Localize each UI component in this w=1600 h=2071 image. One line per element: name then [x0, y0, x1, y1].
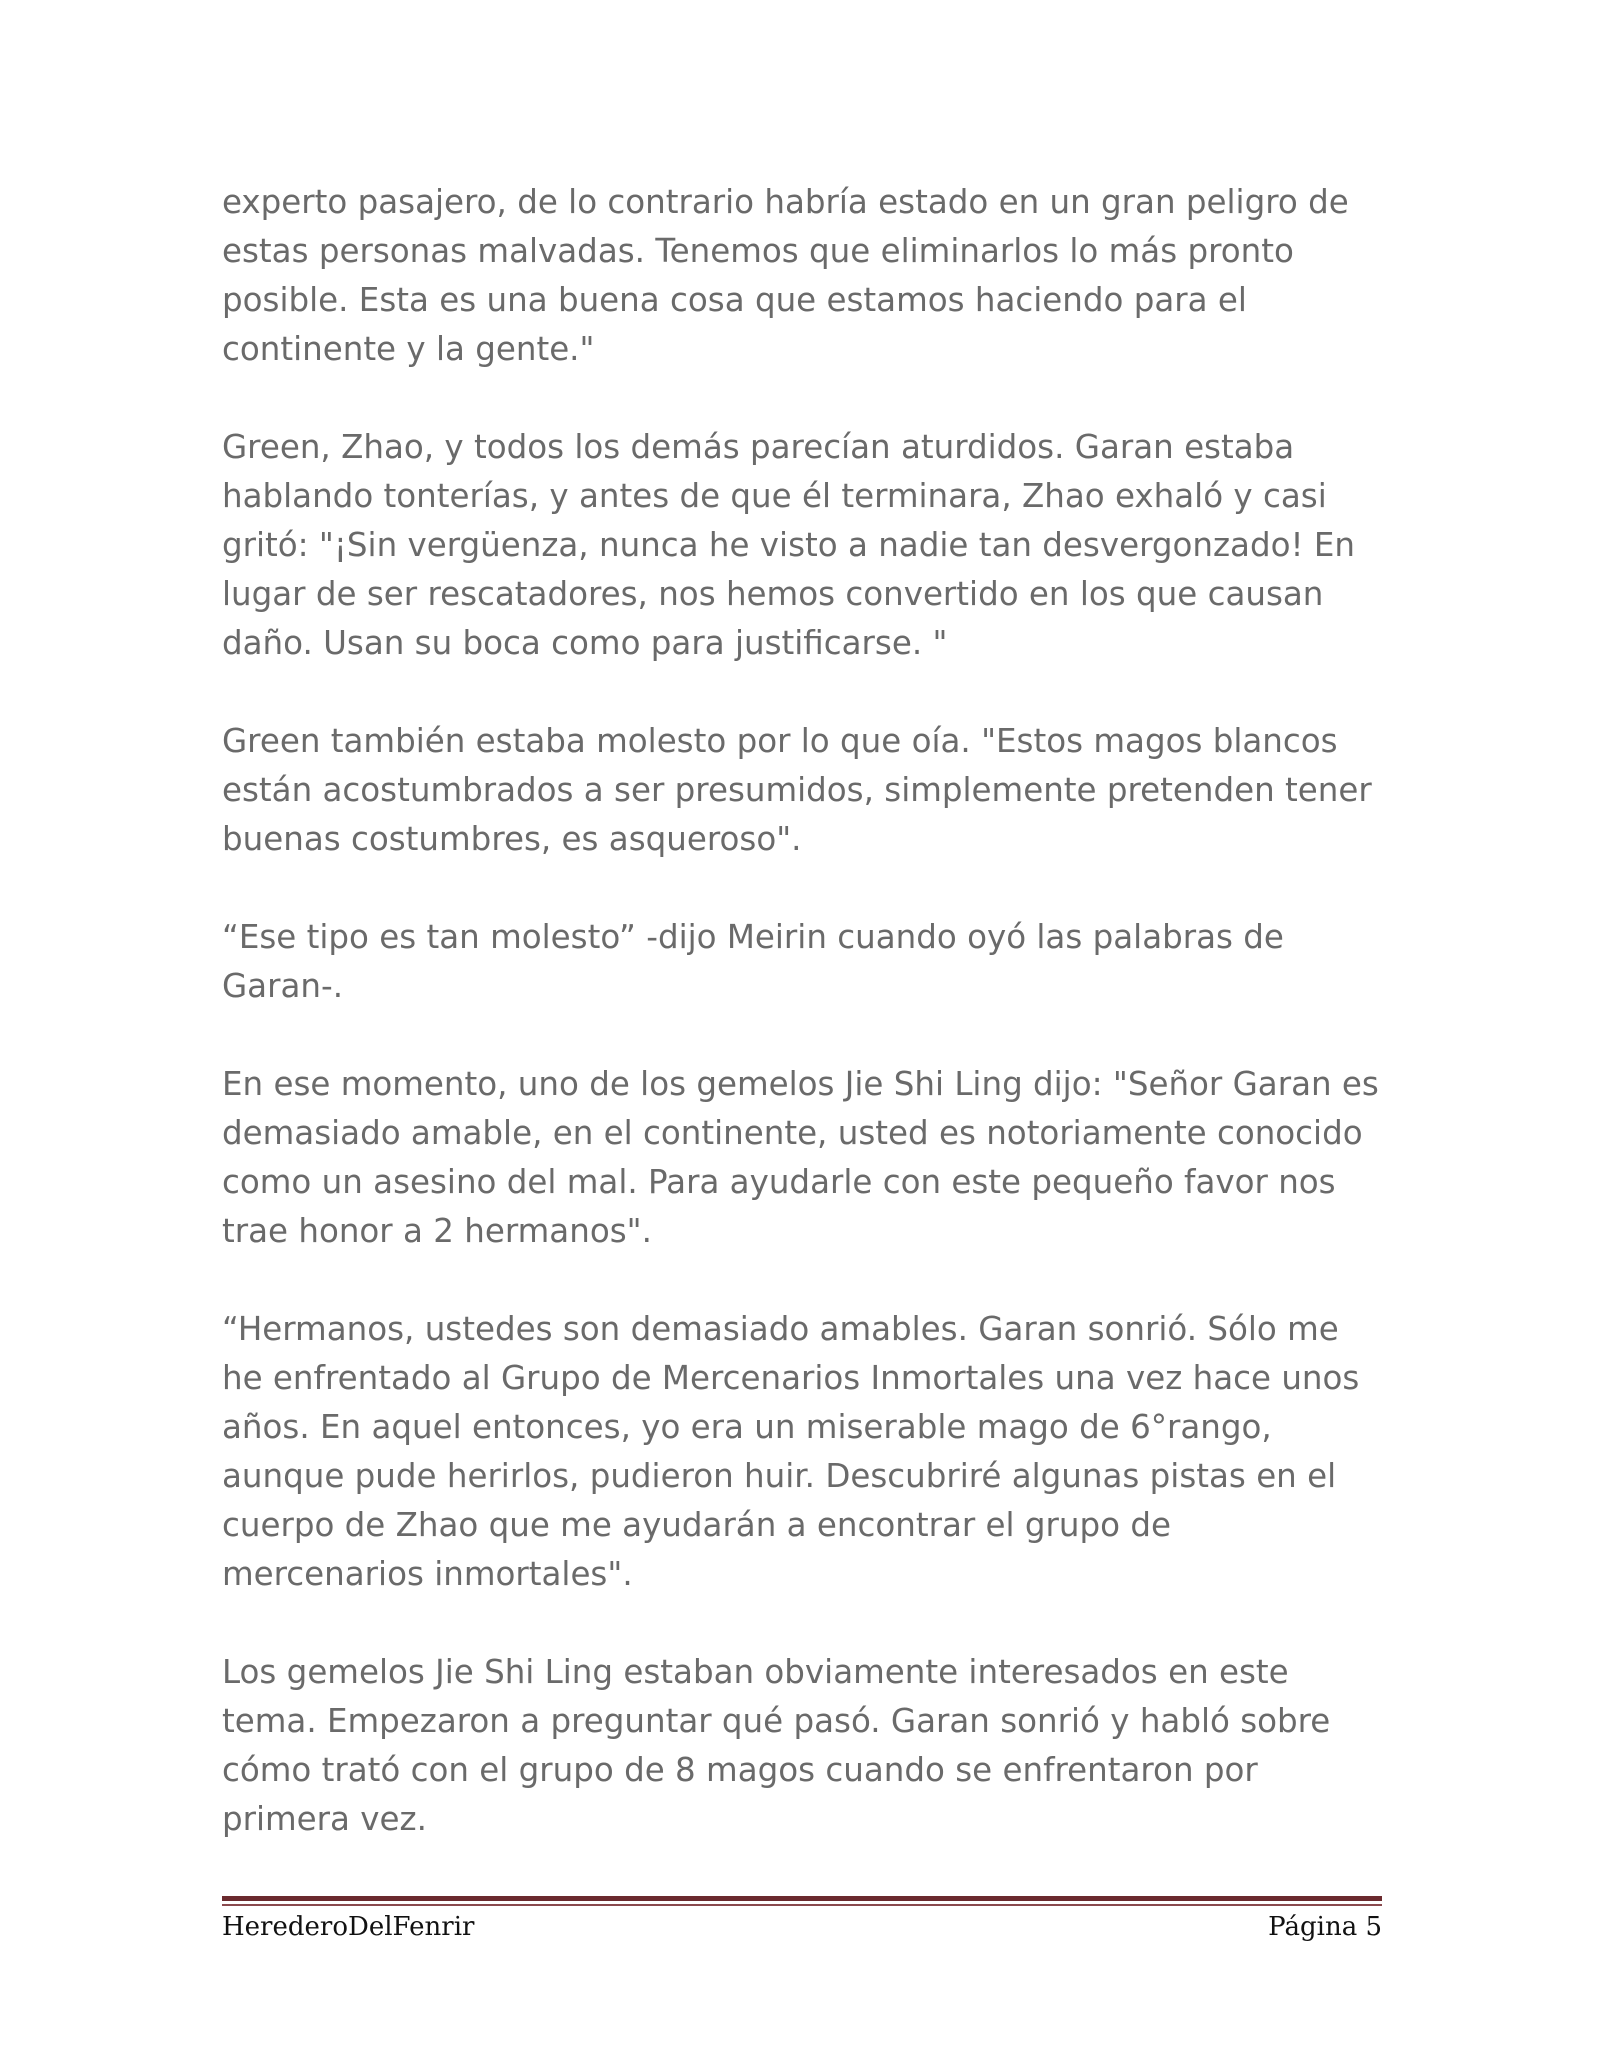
body-text — [222, 178, 1382, 1844]
paragraph-2: Green, Zhao, y todos los demás parecían aturdidos. Garan estaba hablando tonterías, y antes de que él terminara, Zhao exhaló y casi gritó: "¡Sin vergüenza, nunca he visto a nadie tan desvergonzado! En lugar de ser rescatadores, nos hemos convertido en los que causan daño. Usan su boca como para justificarse. " — [222, 428, 1355, 662]
footer-divider — [222, 1896, 1382, 1901]
paragraph-7: Los gemelos Jie Shi Ling estaban obviamente interesados en este tema. Empezaron a preguntar qué pasó. Garan sonrió y habló sobre cómo trató con el grupo de 8 magos cuando se enfrentaron por primera vez. — [222, 1653, 1331, 1838]
paragraph-4: “Ese tipo es tan molesto” -dijo Meirin cuando oyó las palabras de Garan-. — [222, 918, 1284, 1005]
paragraph-3: Green también estaba molesto por lo que oía. "Estos magos blancos están acostumbrados a ser presumidos, simplemente pretenden tener buenas costumbres, es asqueroso". — [222, 722, 1372, 858]
paragraph-1: experto pasajero, de lo contrario habría estado en un gran peligro de estas personas malvadas. Tenemos que eliminarlos lo más pronto posible. Esta es una buena cosa que estamos haciendo para el continente y la gente." — [222, 183, 1349, 368]
footer-divider-thin — [222, 1904, 1382, 1906]
paragraph-5: En ese momento, uno de los gemelos Jie Shi Ling dijo: "Señor Garan es demasiado amable, en el continente, usted es notoriamente conocido como un asesino del mal. Para ayudarle con este pequeño favor nos trae honor a 2 hermanos". — [222, 1065, 1379, 1250]
footer-page-number: Página 5 — [1268, 1912, 1382, 1942]
paragraph-6: “Hermanos, ustedes son demasiado amables. Garan sonrió. Sólo me he enfrentado al Grupo de Mercenarios Inmortales una vez hace unos años. En aquel entonces, yo era un miserable mago de 6°rango, aunque pude herirlos, pudieron huir. Descubriré algunas pistas en el cuerpo de Zhao que me ayudarán a encontrar el grupo de mercenarios inmortales". — [222, 1310, 1360, 1593]
footer-author: HerederoDelFenrir — [222, 1912, 475, 1942]
page-footer — [222, 1908, 1382, 1948]
